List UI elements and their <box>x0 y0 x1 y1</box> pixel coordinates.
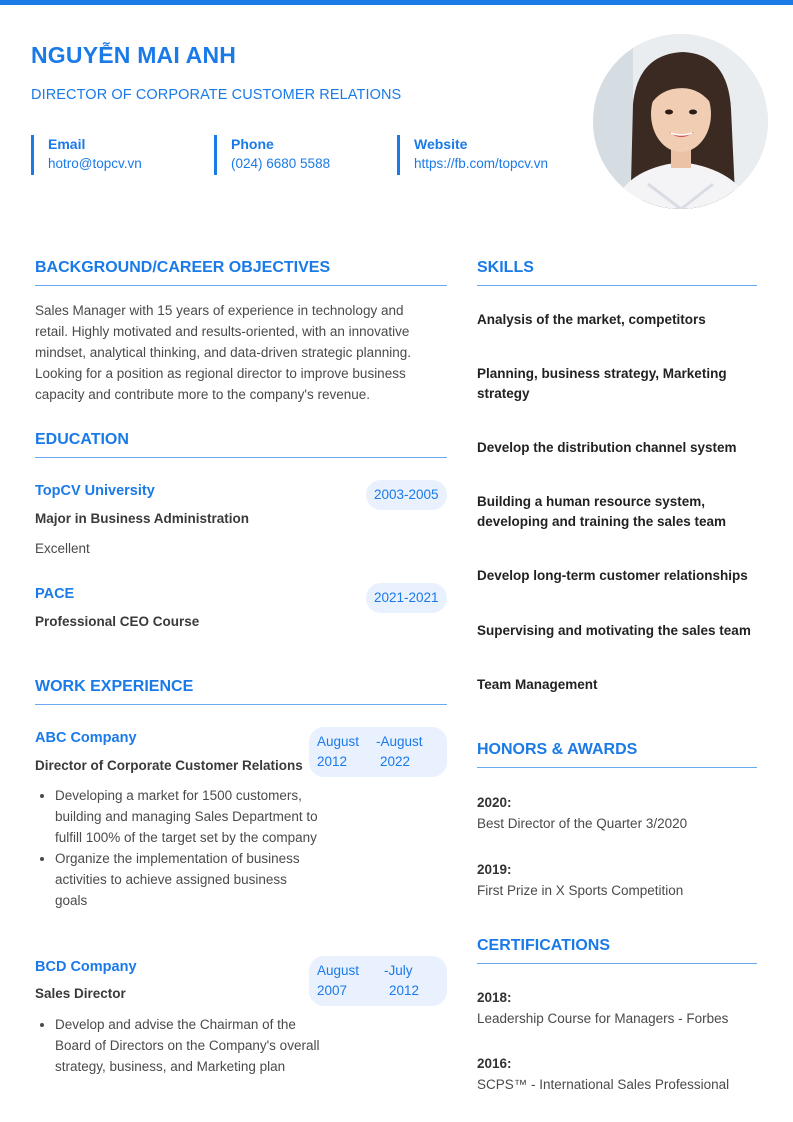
education-period-badge: 2003-2005 <box>366 480 447 510</box>
work-period-badge <box>309 956 447 1006</box>
work-role: Sales Director <box>35 986 126 1001</box>
certification-text: SCPS™ - International Sales Professional <box>477 1077 730 1092</box>
certifications-heading: CERTIFICATIONS <box>477 937 757 964</box>
work-bullets <box>35 785 320 911</box>
contact-website <box>397 135 548 175</box>
list-item: Develop and advise the Chairman of the Board of Directors on the Company's overall strategy, business, and Marketing plan <box>35 1014 320 1077</box>
work-period-badge <box>309 727 447 777</box>
top-accent-bar <box>0 0 793 5</box>
honor-text: Best Director of the Quarter 3/2020 <box>477 816 688 831</box>
candidate-name: NGUYỄN MAI ANH <box>31 42 237 68</box>
honor-year: 2020: <box>477 795 512 810</box>
honor-year: 2019: <box>477 862 512 877</box>
education-major: Professional CEO Course <box>35 614 200 629</box>
work-role: Director of Corporate Customer Relations <box>35 758 303 773</box>
work-heading: WORK EXPERIENCE <box>35 678 447 705</box>
work-company: BCD Company <box>35 959 137 975</box>
certification-text: Leadership Course for Managers - Forbes <box>477 1011 729 1026</box>
work-start-month: August <box>317 963 360 978</box>
work-start-year: 2012 <box>317 754 348 769</box>
work-bullets <box>35 1014 320 1077</box>
skill-item: Building a human resource system, developing and training the sales team <box>477 494 727 529</box>
contact-phone-label: Phone <box>231 136 274 152</box>
work-start-year: 2007 <box>317 983 348 998</box>
objective-text: Sales Manager with 15 years of experience in technology and retail. Highly motivated and results-oriented, with an innovative mindset, analytical thinking, and data-driven strategic planning. Looking for a position as regional director to improve business capacity and contribute more to the company's revenue. <box>35 303 411 402</box>
contact-email <box>31 135 142 175</box>
list-item: Developing a market for 1500 customers, building and managing Sales Department to fulfill 100% of the target set by the company <box>35 785 320 848</box>
work-end-month: -August <box>376 734 423 749</box>
skill-item: Develop long-term customer relationships <box>477 568 748 583</box>
objective-heading: BACKGROUND/CAREER OBJECTIVES <box>35 259 447 286</box>
profile-photo <box>593 34 768 209</box>
work-end-month: -July <box>384 963 413 978</box>
skill-item: Planning, business strategy, Marketing strategy <box>477 366 727 401</box>
contact-website-value[interactable]: https://fb.com/topcv.vn <box>414 156 549 171</box>
skill-item: Supervising and motivating the sales team <box>477 623 751 638</box>
education-period-badge: 2021-2021 <box>366 583 447 613</box>
skill-item: Develop the distribution channel system <box>477 440 737 455</box>
contact-email-label: Email <box>48 136 86 152</box>
honor-text: First Prize in X Sports Competition <box>477 883 684 898</box>
contact-phone-value[interactable]: (024) 6680 5588 <box>231 156 331 171</box>
job-title: DIRECTOR OF CORPORATE CUSTOMER RELATIONS <box>31 87 402 103</box>
contact-website-label: Website <box>414 136 468 152</box>
work-end-year: 2012 <box>389 983 420 998</box>
education-grade: Excellent <box>35 541 90 556</box>
list-item: Organize the implementation of business activities to achieve assigned business goals <box>35 848 320 911</box>
skills-heading: SKILLS <box>477 259 757 286</box>
education-heading: EDUCATION <box>35 431 447 458</box>
contact-email-value[interactable]: hotro@topcv.vn <box>48 156 142 171</box>
work-company: ABC Company <box>35 730 137 746</box>
honors-heading: HONORS & AWARDS <box>477 741 757 768</box>
work-start-month: August <box>317 734 360 749</box>
education-major: Major in Business Administration <box>35 511 250 526</box>
education-school: PACE <box>35 586 75 602</box>
skill-item: Analysis of the market, competitors <box>477 312 706 327</box>
certification-year: 2018: <box>477 990 512 1005</box>
contact-phone <box>214 135 330 175</box>
education-school: TopCV University <box>35 483 155 499</box>
skill-item: Team Management <box>477 677 598 692</box>
certification-year: 2016: <box>477 1056 512 1071</box>
work-end-year: 2022 <box>380 754 411 769</box>
